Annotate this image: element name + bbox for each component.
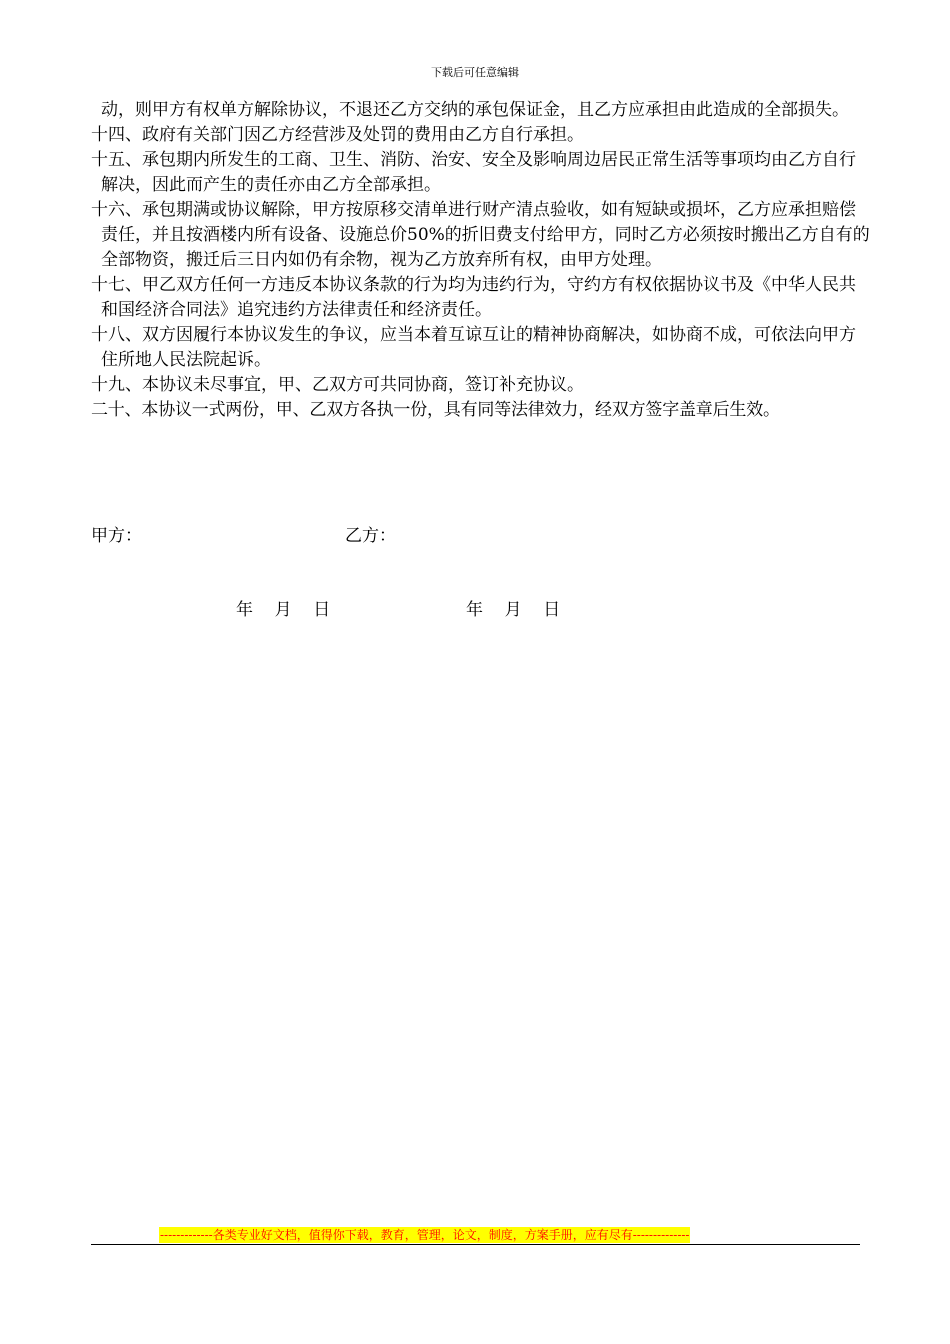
date-row (0, 598, 950, 623)
party-b-date: 年 月 日 (466, 600, 561, 620)
agreement-body (91, 98, 871, 423)
clause-14: 十四、政府有关部门因乙方经营涉及处罚的费用由乙方自行承担。 (91, 125, 584, 145)
clause-17: 十七、甲乙双方任何一方违反本协议条款的行为均为违约行为，守约方有权依据协议书及《中华人民共和国经济合同法》追究违约方法律责任和经济责任。 (91, 275, 856, 320)
party-a-label: 甲方： (91, 526, 142, 546)
clause-continuation: 动，则甲方有权单方解除协议，不退还乙方交纳的承包保证金，且乙方应承担由此造成的全部损失。 (101, 100, 849, 120)
footer-promo-note: -------------各类专业好文档，值得你下载，教育，管理，论文，制度，方案手册，应有尽有-------------- (160, 1228, 690, 1242)
page-header: 下载后可任意编辑 (431, 66, 519, 79)
clause-19: 十九、本协议未尽事宜，甲、乙双方可共同协商，签订补充协议。 (91, 375, 584, 395)
clause-18: 十八、双方因履行本协议发生的争议，应当本着互谅互让的精神协商解决，如协商不成，可依法向甲方住所地人民法院起诉。 (91, 325, 856, 370)
party-b-label: 乙方： (345, 526, 396, 546)
footer-divider (91, 1244, 860, 1245)
clause-15: 十五、承包期内所发生的工商、卫生、消防、治安、安全及影响周边居民正常生活等事项均由乙方自行解决，因此而产生的责任亦由乙方全部承担。 (91, 150, 856, 195)
clause-20: 二十、本协议一式两份，甲、乙双方各执一份，具有同等法律效力，经双方签字盖章后生效。 (91, 400, 780, 420)
signature-row (91, 524, 871, 549)
clause-16: 十六、承包期满或协议解除，甲方按原移交清单进行财产清点验收，如有短缺或损坏，乙方应承担赔偿责任，并且按酒楼内所有设备、设施总价50%的折旧费支付给甲方，同时乙方必须按时搬出乙方自有的全部物资，搬迁后三日内如仍有余物，视为乙方放弃所有权，由甲方处理。 (91, 200, 870, 270)
party-a-date: 年 月 日 (236, 600, 331, 620)
